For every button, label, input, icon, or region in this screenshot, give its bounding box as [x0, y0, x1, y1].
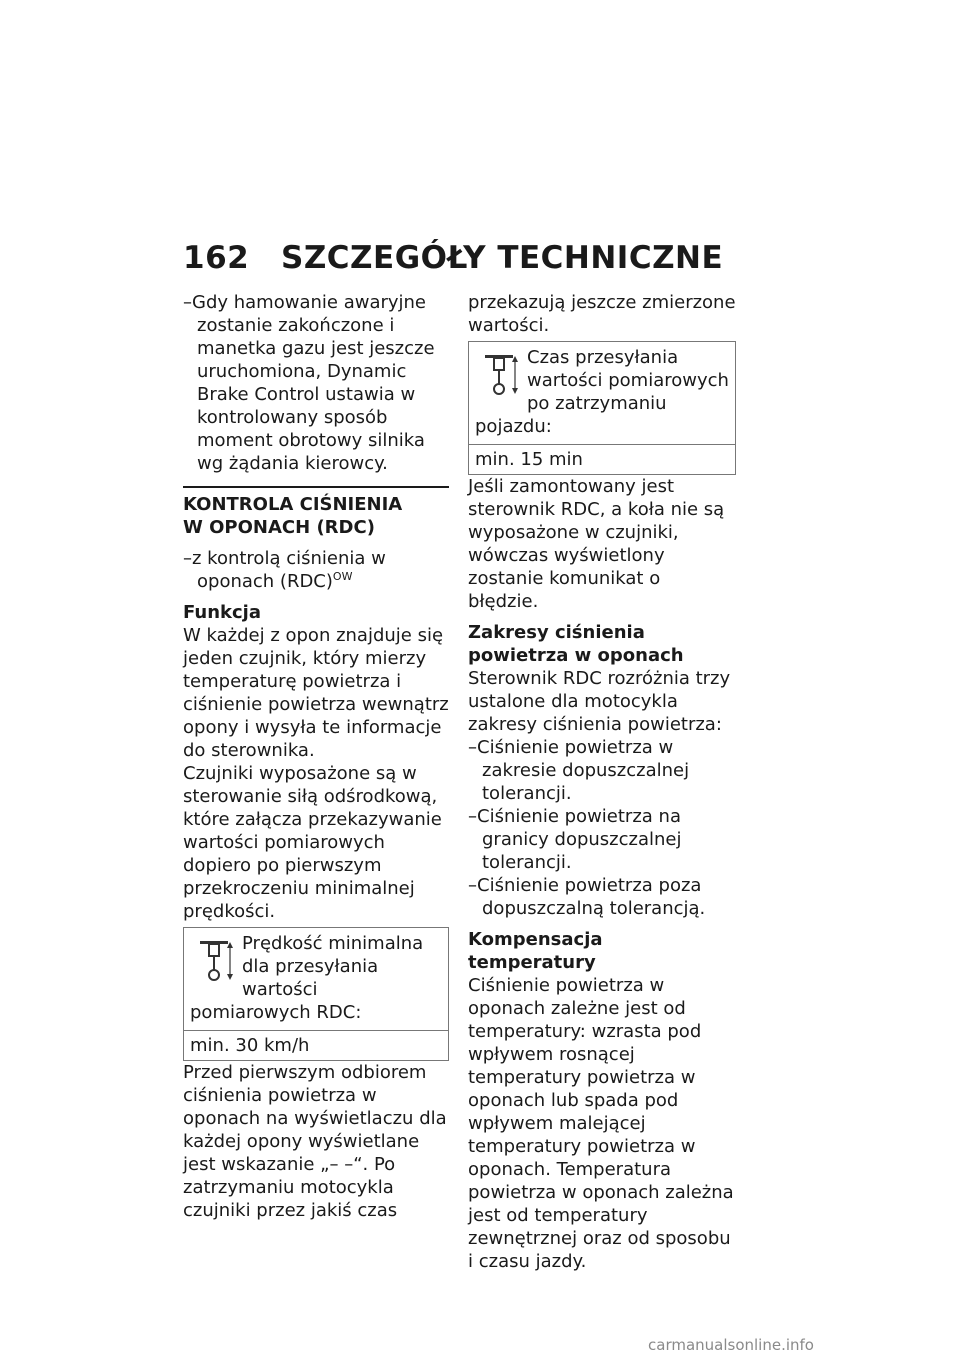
- section-divider: [183, 486, 449, 488]
- spec-label: Czas przesyłania wartości pomiarowych po zatrzymaniu pojazdu:: [475, 347, 729, 437]
- paragraph: Sterownik RDC rozróżnia trzy ustalone dla motocykla zakresy ciśnienia powietrza:: [468, 668, 731, 735]
- paragraph: Przed pierwszym odbiorem ciśnienia powietrza w oponach na wyświetlaczu dla każdej opony wyświetlane jest wskazanie „– –“. Po zatrzymaniu motocykla czujniki przez jakiś czas: [183, 1062, 447, 1221]
- left-column: [183, 291, 449, 1222]
- subheading-function: Funkcja: [183, 602, 261, 623]
- watermark: carmanualsonline.info: [648, 1336, 814, 1354]
- spec-value: min. 15 min: [469, 444, 735, 474]
- page-title: SZCZEGÓŁY TECHNICZNE: [281, 240, 724, 276]
- paragraph: przekazują jeszcze zmierzone wartości.: [468, 292, 736, 336]
- subheading-ranges: Zakresy ciśnienia powietrza w oponach: [468, 622, 684, 666]
- list-item: –Ciśnienie powietrza na granicy dopuszczalnej tolerancji.: [468, 806, 682, 873]
- page-number: 162: [183, 240, 250, 276]
- spec-wrench-icon: [483, 352, 521, 398]
- spec-box: [468, 341, 736, 475]
- paragraph: W każdej z opon znajduje się jeden czujnik, który mierzy temperaturę powietrza i ciśnienie powietrza wewnątrz opony i wysyła te informacje do sterownika.: [183, 625, 449, 761]
- section-title: KONTROLA CIŚNIENIA W OPONACH (RDC): [183, 494, 403, 538]
- spec-value: min. 30 km/h: [184, 1030, 448, 1060]
- paragraph: Ciśnienie powietrza w oponach zależne jest od temperatury: wzrasta pod wpływem rosnącej temperatury powietrza w oponach lub spada pod wpływem malejącej temperatury powietrza w oponach. Temperatura powietrza w oponach zależna jest od temperatury zewnętrznej oraz od sposobu i czasu jazdy.: [468, 975, 734, 1272]
- list-item: –Ciśnienie powietrza poza dopuszczalną tolerancją.: [468, 875, 706, 919]
- spec-label: Prędkość minimalna dla przesyłania wartości pomiarowych RDC:: [190, 933, 424, 1023]
- option-marker: OW: [332, 570, 353, 583]
- list-item: –Gdy hamowanie awaryjne zostanie zakończone i manetka gazu jest jeszcze uruchomiona, Dynamic Brake Control ustawia w kontrolowany sposób moment obrotowy silnika wg żądania kierowcy.: [183, 292, 435, 474]
- list-item: –z kontrolą ciśnienia w oponach (RDC)$^{OW}$: [183, 548, 386, 592]
- paragraph: Jeśli zamontowany jest sterownik RDC, a koła nie są wyposażone w czujniki, wówczas wyświetlony zostanie komunikat o błędzie.: [468, 476, 725, 612]
- right-column: [468, 291, 736, 1273]
- list-item: –Ciśnienie powietrza w zakresie dopuszczalnej tolerancji.: [468, 737, 690, 804]
- paragraph: Czujniki wyposażone są w sterowanie siłą odśrodkową, które załącza przekazywanie wartości pomiarowych dopiero po pierwszym przekroczeniu minimalnej prędkości.: [183, 763, 442, 922]
- page-header: [183, 240, 723, 276]
- subheading-compensation: Kompensacja temperatury: [468, 929, 603, 973]
- spec-wrench-icon: [198, 938, 236, 984]
- spec-box: [183, 927, 449, 1061]
